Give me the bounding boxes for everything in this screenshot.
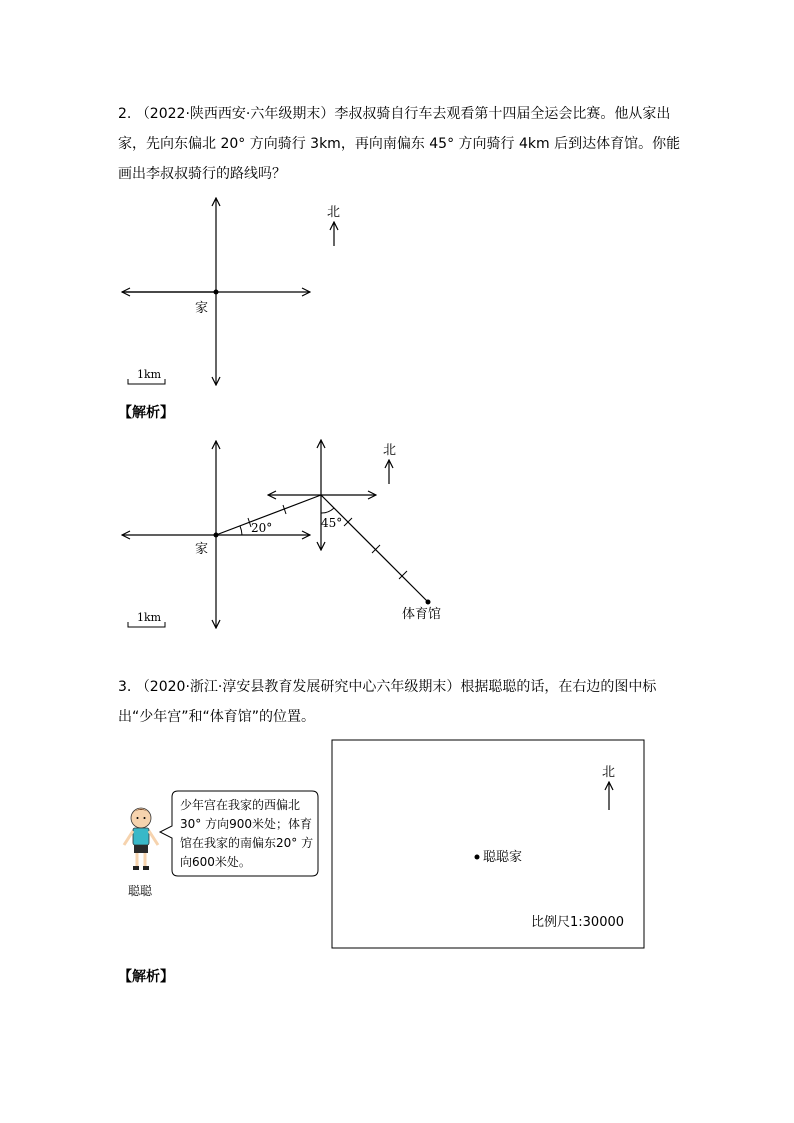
fig2-angle-arc-45 [321, 508, 334, 513]
q3-text: 3. （2020·浙江·淳安县教育发展研究中心六年级期末）根据聪聪的话，在右边的图中标出“少年宫”和“体育馆”的位置。 [118, 679, 657, 725]
q3-map-scale-label: 比例尺1:30000 [531, 915, 625, 930]
fig2-scale-label: 1km [137, 611, 162, 624]
q3-analysis-label: 【解析】 [118, 969, 174, 985]
q3-map-north-label: 北 [602, 765, 616, 780]
fig2-angle-arc-20 [240, 526, 242, 535]
fig2-angle-45-label: 45° [321, 516, 343, 530]
fig1-home-dot [214, 290, 219, 295]
fig2-angle-20-label: 20° [251, 521, 273, 535]
fig2-stadium-dot [426, 600, 431, 605]
fig2-route-segment-2 [321, 495, 428, 602]
fig1-home-label: 家 [195, 301, 209, 316]
q2-analysis-label: 【解析】 [118, 405, 174, 421]
fig2-home-label: 家 [195, 542, 209, 557]
q3-map-home-dot [475, 855, 480, 860]
fig2-tick [372, 545, 380, 553]
q3-map-home-label: 聪聪家 [483, 850, 523, 865]
q2-text: 2. （2022·陕西西安·六年级期末）李叔叔骑自行车去观看第十四届全运会比赛。他从家出家，先向东偏北 20° 方向骑行 3km，再向南偏东 45° 方向骑行 4km 后到达体育馆。你能画出李叔叔骑行的路线吗？ [118, 106, 681, 182]
fig2-north-label: 北 [383, 443, 397, 458]
boy-name-label: 聪聪 [128, 884, 153, 898]
fig2-stadium-label: 体育馆 [402, 607, 442, 622]
speech-bubble-text: 少年宫在我家的西偏北30° 方向900米处；体育馆在我家的南偏东20° 方向600米处。 [180, 798, 314, 869]
boy-avatar-icon [124, 808, 158, 870]
fig1-north-label: 北 [327, 205, 341, 220]
fig1-scale-label: 1km [137, 368, 162, 381]
